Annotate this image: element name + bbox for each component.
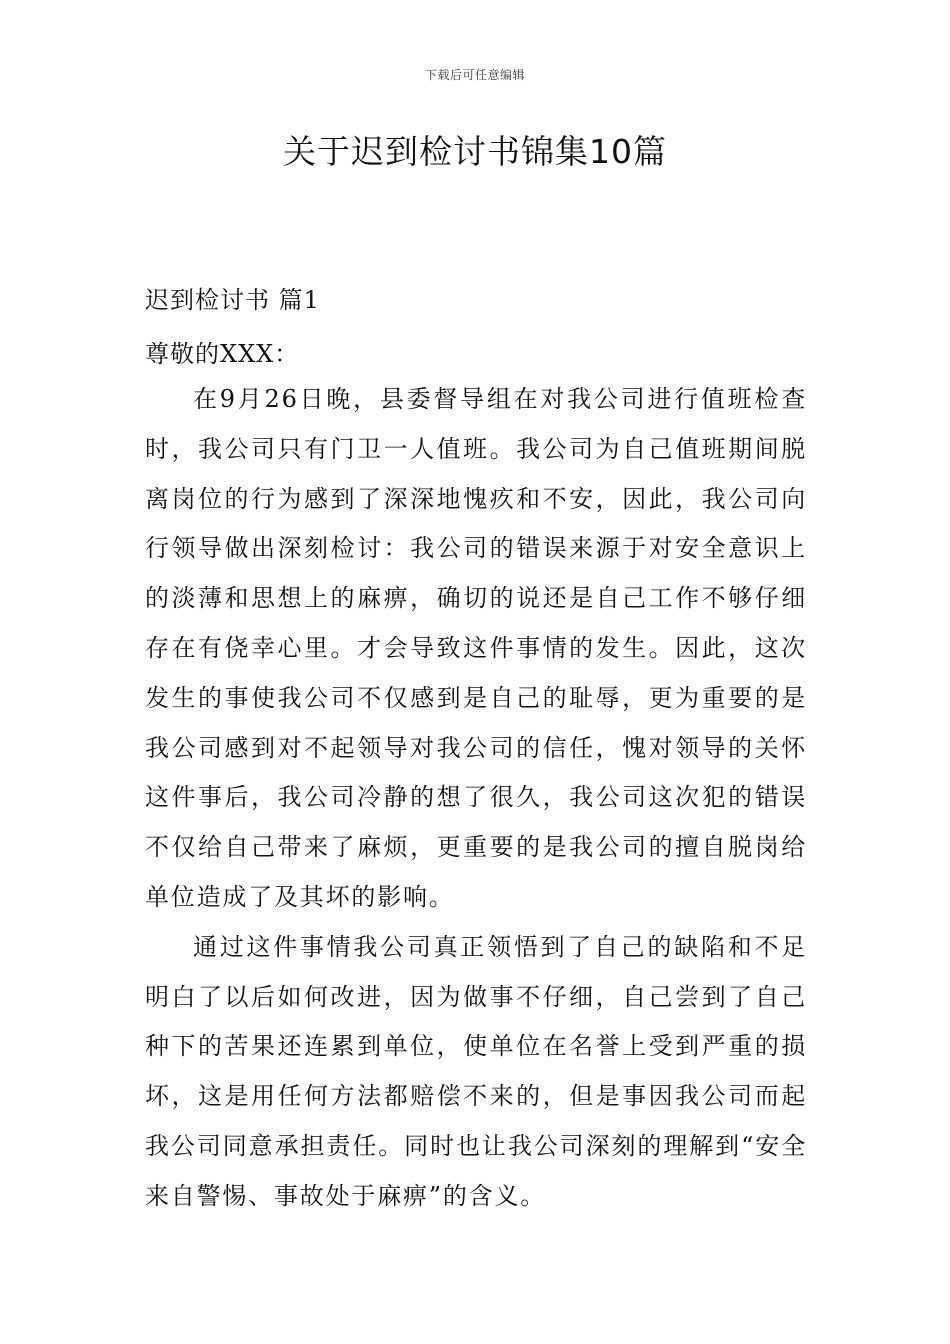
document-title: 关于迟到检讨书锦集10篇 — [283, 132, 667, 171]
header-note: 下载后可任意编辑 — [424, 68, 525, 82]
section-heading: 迟到检讨书 篇1 — [145, 286, 320, 314]
paragraph: 通过这件事情我公司真正领悟到了自己的缺陷和不足明白了以后如何改进，因为做事不仔细，自己尝到了自己种下的苦果还连累到单位，使单位在名誉上受到严重的损坏，这是用任何方法都赔偿不来的，但是事因我公司而起我公司同意承担责任。同时也让我公司深刻的理解到“安全来自警惕、事故处于麻痹”的含义。 — [145, 932, 807, 1210]
body-text — [145, 375, 807, 1222]
paragraph: 在9月26日晚，县委督导组在对我公司进行值班检查时，我公司只有门卫一人值班。我公司为自己值班期间脱离岗位的行为感到了深深地愧疚和不安，因此，我公司向行领导做出深刻检讨：我公司的错误来源于对安全意识上的淡薄和思想上的麻痹，确切的说还是自己工作不够仔细存在有侥幸心里。才会导致这件事情的发生。因此，这次发生的事使我公司不仅感到是自己的耻辱，更为重要的是我公司感到对不起领导对我公司的信任，愧对领导的关怀这件事后，我公司冷静的想了很久，我公司这次犯的错误不仅给自己带来了麻烦，更重要的是我公司的擅自脱岗给单位造成了及其坏的影响。 — [145, 385, 807, 911]
salutation: 尊敬的XXX： — [145, 340, 300, 368]
